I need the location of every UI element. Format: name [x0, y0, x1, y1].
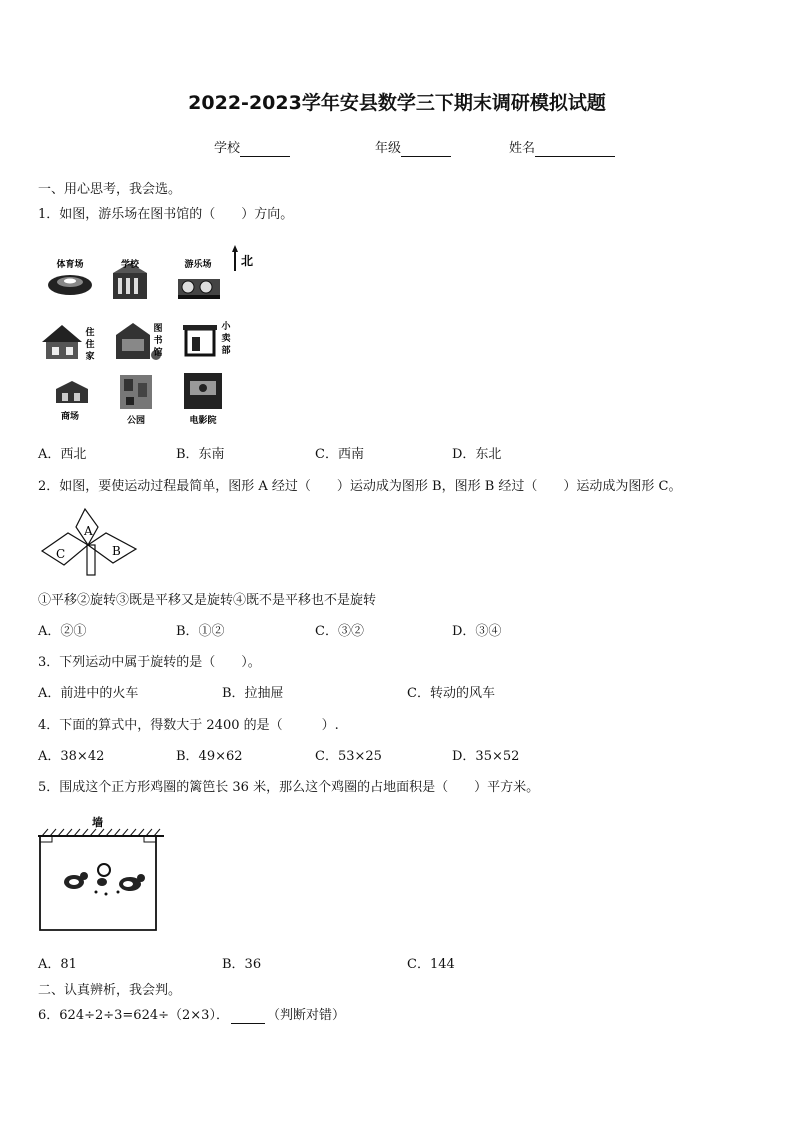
- north-arrow-icon: [232, 245, 238, 271]
- chicken-icon: [119, 874, 145, 891]
- home-icon: [42, 325, 82, 359]
- q1-option-c[interactable]: C．西南: [315, 447, 364, 462]
- q6-judge-hint: （判断对错）: [266, 1008, 345, 1023]
- store-label: 小: [221, 322, 231, 332]
- q2-option-b[interactable]: B．①②: [176, 624, 225, 639]
- cinema-label: 电影院: [189, 416, 217, 426]
- mall-icon: [56, 381, 88, 403]
- school-label: 学校: [214, 141, 241, 156]
- gym-icon: [48, 275, 92, 295]
- q3-option-a[interactable]: A．前进中的火车: [38, 686, 139, 701]
- amusement-park-icon: [178, 279, 220, 299]
- q2-option-c[interactable]: C．③②: [315, 624, 364, 639]
- section2-heading: 二、认真辨析，我会判。: [38, 983, 182, 998]
- wall: [38, 829, 164, 836]
- q1-option-a[interactable]: A．西北: [38, 447, 87, 462]
- q6-stem-text: 6．624÷2÷3=624÷（2×3）．: [38, 1008, 229, 1023]
- grade-label: 年级: [375, 141, 402, 156]
- q5-option-b[interactable]: B．36: [222, 957, 262, 972]
- park-icon: [120, 375, 152, 409]
- park-label: 公园: [126, 416, 146, 426]
- q6-stem: [38, 1008, 345, 1024]
- q1-option-d[interactable]: D．东北: [452, 447, 502, 462]
- cinema-icon: [184, 373, 222, 409]
- store-icon: [183, 325, 217, 355]
- chicken-icon: [97, 864, 110, 886]
- q3-option-b[interactable]: B．拉抽屉: [222, 686, 284, 701]
- name-field[interactable]: [509, 141, 615, 157]
- library-label: 图: [153, 324, 163, 334]
- q2-option-d[interactable]: D．③④: [452, 624, 502, 639]
- chicken-icon: [64, 872, 88, 889]
- shape-c-label: C: [56, 547, 66, 561]
- gym-label: 体育场: [56, 260, 84, 270]
- q2-hint: ①平移②旋转③既是平移又是旋转④既不是平移也不是旋转: [38, 593, 377, 608]
- q4-stem: 4．下面的算式中，得数大于 2400 的是（ ）.: [38, 718, 339, 733]
- q5-option-a[interactable]: A．81: [38, 957, 77, 972]
- q2-option-a[interactable]: A．②①: [38, 624, 87, 639]
- amusement-park-label: 游乐场: [184, 260, 212, 270]
- school-field[interactable]: [214, 141, 290, 157]
- svg-text:住: 住: [85, 340, 95, 350]
- q5-option-c[interactable]: C．144: [407, 957, 455, 972]
- q4-option-c[interactable]: C．53×25: [315, 749, 382, 764]
- home-label: 住: [85, 328, 95, 338]
- q3-option-c[interactable]: C．转动的风车: [407, 686, 495, 701]
- section1-heading: 一、用心思考，我会选。: [38, 182, 182, 197]
- shape-b-label: B: [112, 544, 121, 558]
- svg-text:部: 部: [221, 346, 231, 356]
- page-title: 2022-2023学年安县数学三下期末调研模拟试题: [188, 92, 606, 114]
- q3-stem: 3．下列运动中属于旋转的是（ ）。: [38, 655, 261, 670]
- school-label: 学校: [120, 260, 140, 270]
- grade-blank[interactable]: [401, 143, 451, 157]
- q5-stem: 5．围成这个正方形鸡圈的篱笆长 36 米，那么这个鸡圈的占地面积是（ ）平方米。: [38, 780, 540, 795]
- shape-a-label: A: [84, 524, 93, 538]
- name-blank[interactable]: [535, 143, 615, 157]
- q6-answer-blank[interactable]: [231, 1010, 265, 1024]
- svg-text:卖: 卖: [221, 334, 231, 344]
- north-label: 北: [240, 254, 254, 268]
- grade-field[interactable]: [375, 141, 451, 157]
- q4-option-a[interactable]: A．38×42: [38, 749, 105, 764]
- q1-stem: 1．如图，游乐场在图书馆的（ ）方向。: [38, 207, 294, 222]
- q5-chicken-pen-figure: [36, 812, 168, 940]
- name-label: 姓名: [509, 141, 536, 156]
- mall-label: 商场: [60, 412, 80, 422]
- svg-text:书: 书: [153, 336, 163, 346]
- svg-text:家: 家: [85, 352, 95, 362]
- q1-map-figure: [38, 243, 263, 428]
- wall-label: 墙: [92, 816, 103, 829]
- q1-option-b[interactable]: B．东南: [176, 447, 225, 462]
- q4-option-d[interactable]: D．35×52: [452, 749, 520, 764]
- school-blank[interactable]: [240, 143, 290, 157]
- svg-text:馆: 馆: [153, 348, 163, 358]
- q4-option-b[interactable]: B．49×62: [176, 749, 243, 764]
- q2-shapes-figure: [38, 505, 143, 580]
- q2-stem: 2．如图，要使运动过程最简单，图形 A 经过（ ）运动成为图形 B，图形 B 经过（ ）运动成为图形 C。: [38, 479, 682, 494]
